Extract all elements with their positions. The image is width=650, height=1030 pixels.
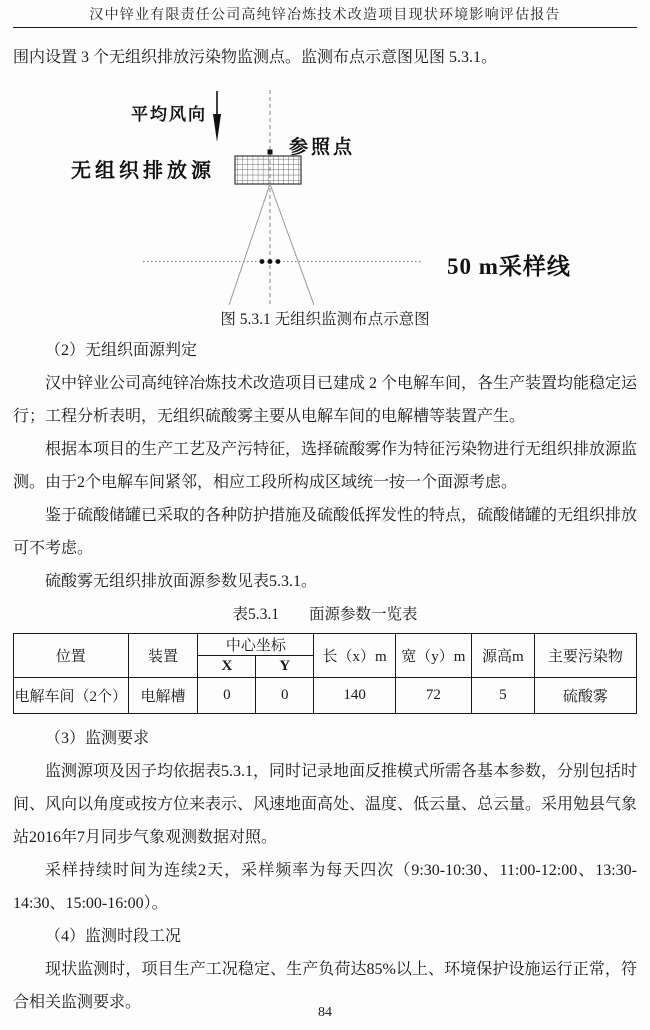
col-header-height: 源高m bbox=[471, 634, 534, 678]
col-header-device: 装置 bbox=[128, 634, 198, 678]
cell-length: 140 bbox=[314, 678, 396, 714]
col-header-pollutant: 主要污染物 bbox=[534, 634, 636, 678]
cell-device: 电解槽 bbox=[128, 678, 198, 714]
col-header-location: 位置 bbox=[14, 634, 129, 678]
col-header-width: 宽（y）m bbox=[395, 634, 471, 678]
paragraph: 现状监测时，项目生产工况稳定、生产负荷达85%以上、环境保护设施运行正常，符合相关监测要求。 bbox=[13, 961, 637, 1011]
section-monitoring-requirements bbox=[13, 722, 637, 1019]
section-unorganized-source bbox=[13, 334, 637, 598]
figure-caption: 图 5.3.1 无组织监测布点示意图 bbox=[220, 311, 430, 328]
paragraph: 采样持续时间为连续2天，采样频率为每天四次（9:30-10:30、11:00-12:00、13:30-14:30、15:00-16:00）。 bbox=[13, 862, 637, 912]
page-number: 84 bbox=[318, 1005, 332, 1020]
paragraph: 硫酸雾无组织排放面源参数见表5.3.1。 bbox=[45, 573, 318, 590]
cell-height: 5 bbox=[471, 678, 534, 714]
table-name: 面源参数一览表 bbox=[309, 606, 418, 623]
monitoring-layout-diagram bbox=[13, 90, 637, 305]
cell-y: 0 bbox=[256, 678, 314, 714]
table-row bbox=[14, 678, 637, 714]
paragraph: 根据本项目的生产工艺及产污特征，选择硫酸雾作为特征污染物进行无组织排放源监测。由于2个电解车间紧邻，相应工段所构成区域统一按一个面源考虑。 bbox=[13, 441, 638, 491]
col-header-x: X bbox=[198, 656, 256, 678]
heading-2: （2）无组织面源判定 bbox=[45, 342, 198, 359]
plume-lines bbox=[229, 184, 314, 305]
wind-direction-arrow-icon bbox=[213, 91, 221, 142]
paragraph: 鉴于硫酸储罐已采取的各种防护措施及硫酸低挥发性的特点，硫酸储罐的无组织排放可不考虑。 bbox=[13, 507, 638, 557]
reference-point-dot bbox=[268, 150, 273, 155]
sample-point-dots bbox=[260, 259, 281, 264]
heading-4: （4）监测时段工况 bbox=[45, 928, 182, 945]
table-title bbox=[13, 602, 637, 628]
intro-paragraph: 围内设置 3 个无组织排放污染物监测点。监测布点示意图见图 5.3.1。 bbox=[13, 49, 498, 66]
page-header-title: 汉中锌业有限责任公司高纯锌冶炼技术改造项目现状环境影响评估报告 bbox=[13, 4, 637, 28]
heading-3: （3）监测要求 bbox=[45, 730, 150, 747]
paragraph: 监测源项及因子均依据表5.3.1，同时记录地面反推模式所需各基本参数，分别包括时间、风向以角度或按方位来表示、风速地面高处、温度、低云量、总云量。采用勉县气象站2016年7月同步气象观测数据对照。 bbox=[13, 763, 638, 846]
cell-width: 72 bbox=[395, 678, 471, 714]
col-header-y: Y bbox=[256, 656, 314, 678]
paragraph: 汉中锌业公司高纯锌冶炼技术改造项目已建成 2 个电解车间，各生产装置均能稳定运行；工程分析表明，无组织硫酸雾主要从电解车间的电解槽等装置产生。 bbox=[13, 375, 638, 425]
reference-point-label: 参照点 bbox=[289, 137, 356, 158]
emission-source-label: 无组织排放源 bbox=[71, 160, 215, 182]
source-parameters-table bbox=[13, 633, 637, 714]
col-header-length: 长（x）m bbox=[314, 634, 396, 678]
col-header-center-coords: 中心坐标 bbox=[198, 634, 314, 656]
table-label: 表5.3.1 bbox=[232, 606, 279, 623]
cell-location: 电解车间（2个） bbox=[14, 678, 129, 714]
sampling-line-label: 50 m采样线 bbox=[447, 254, 571, 279]
wind-direction-label: 平均风向 bbox=[131, 105, 207, 124]
cell-x: 0 bbox=[198, 678, 256, 714]
source-area-rect bbox=[235, 156, 301, 184]
cell-pollutant: 硫酸雾 bbox=[534, 678, 636, 714]
